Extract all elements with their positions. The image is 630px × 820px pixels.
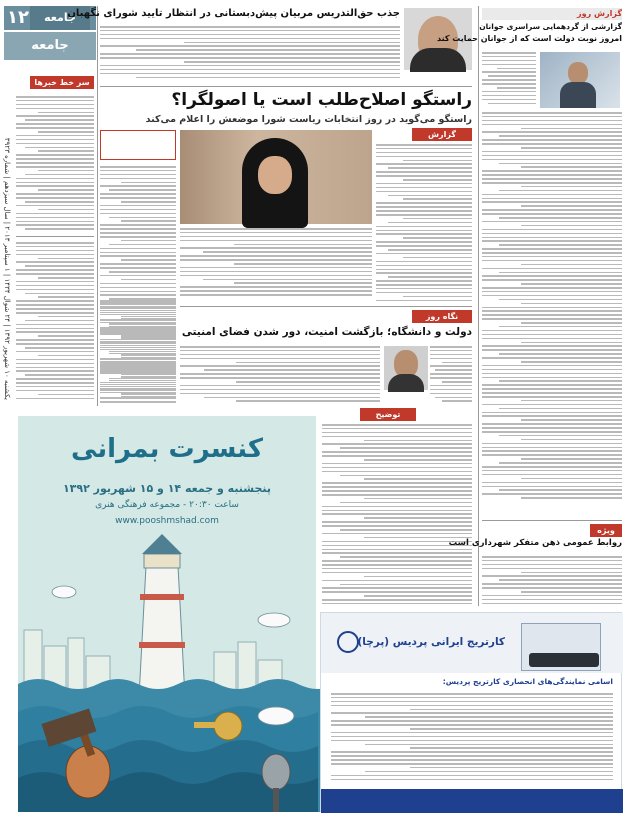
poster-title: کنسرت بمرانی — [71, 434, 263, 464]
ad-logo — [337, 631, 359, 653]
right-headline-1: گزارشی از گردهمایی سراسری جوانان — [479, 22, 622, 31]
mid-photo — [384, 346, 428, 390]
section-title: جامعه — [30, 6, 90, 30]
lead-text-middle — [180, 228, 372, 300]
lead-kicker: گزارش — [412, 128, 472, 141]
right-photo — [540, 52, 620, 108]
headlines-kicker: سر خط خبرها — [30, 76, 94, 89]
right-bottom-kicker: ویژه — [590, 524, 622, 537]
right-rule — [482, 520, 622, 521]
barcode-box — [100, 130, 176, 160]
mid-rule — [180, 306, 472, 307]
right-bottom-headline: روابط عمومی ذهن متفکر شهرداری است — [448, 538, 622, 548]
left-divider-1 — [16, 236, 94, 237]
column-rule-left — [97, 6, 98, 406]
mid-text-2 — [430, 346, 472, 406]
ad-list — [331, 693, 613, 783]
right-kicker: گزارش روز — [577, 9, 622, 18]
column-rule-right — [478, 6, 479, 606]
top-story-rule — [100, 86, 472, 87]
page-number: ١٢ — [7, 7, 29, 28]
right-headline-2: امروز نوبت دولت است که از جوانان حمایت کند — [436, 34, 622, 43]
right-text-intro — [482, 52, 536, 108]
date-strip — [0, 60, 14, 400]
right-text-body — [482, 112, 622, 516]
top-story-headline: جذب حق‌التدریس مربیان پیش‌دبستانی در انتظار تایید شورای نگهبان — [67, 8, 400, 19]
inner-left-col-text — [100, 300, 176, 408]
cartridge-ad — [320, 612, 622, 812]
date-strip-text: یکشنبه ۱۰ شهریور ۱۳۹۲ | ۲۴ شوال ۱۴۳۴ | ۱ سپتامبر ۲۰۱۳ | سال سیزدهم | شماره ۳۹۲۳ — [3, 137, 11, 400]
right-bottom-text — [482, 556, 622, 608]
note-text — [322, 424, 472, 608]
section-banner-label: جامعه — [31, 38, 69, 53]
mid-kicker: نگاه روز — [412, 310, 472, 323]
ad-footer — [321, 789, 623, 813]
lead-subhead: راستگو می‌گوید در روز انتخابات ریاست شورا موضعش را اعلام می‌کند — [145, 114, 472, 125]
mid-text — [180, 346, 380, 406]
sea-waves-icon — [18, 679, 338, 812]
note-kicker: توضیح — [360, 408, 416, 421]
left-col-text-2 — [16, 242, 94, 402]
poster-date: پنجشنبه و جمعه ۱۴ و ۱۵ شهریور ۱۳۹۲ — [62, 482, 272, 495]
ad-brand: کارتریج ایرانی پردیس (پرچا) — [357, 636, 505, 648]
poster-venue: ساعت ۲۰:۳۰ - مجموعه فرهنگی هنری — [95, 500, 239, 510]
lead-text-right — [376, 144, 472, 304]
lead-headline: راستگو اصلاح‌طلب است یا اصولگرا؟ — [171, 90, 472, 110]
top-story-text — [100, 26, 400, 82]
concert-poster — [18, 416, 316, 812]
cartridge-icon — [529, 653, 599, 667]
mid-headline: دولت و دانشگاه؛ بازگشت امنیت، دور شدن فضای امنیتی — [181, 326, 472, 338]
ad-list-title: اسامی نمایندگی‌های انحصاری کارتریج پردیس: — [442, 677, 613, 686]
lead-photo — [180, 130, 372, 224]
left-col-text-1 — [16, 96, 94, 232]
poster-illustration — [18, 416, 316, 812]
poster-website: www.pooshmshad.com — [115, 516, 219, 526]
